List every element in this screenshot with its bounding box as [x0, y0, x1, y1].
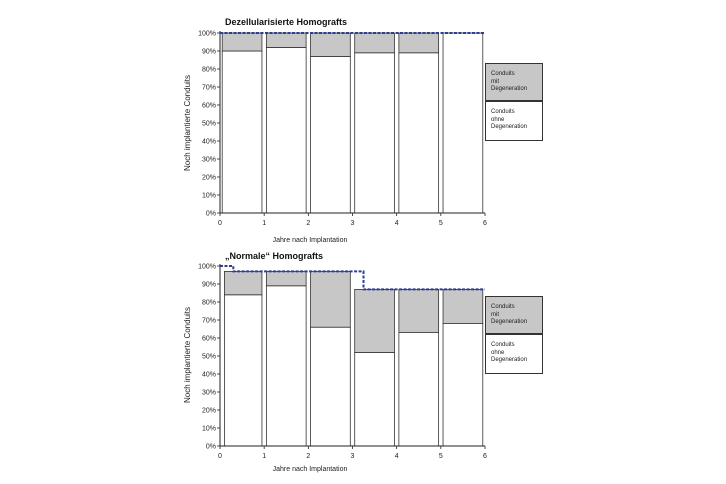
legend-text: Conduits [491, 304, 515, 310]
legend-text: Conduits [491, 71, 515, 77]
bar-ohne-degeneration [355, 53, 395, 213]
legend-text: Degeneration [491, 319, 528, 325]
x-axis-label: Jahre nach Implantation [272, 466, 348, 473]
y-tick-label: 90% [201, 48, 216, 56]
bar-mit-degeneration [266, 271, 306, 285]
plot-area [198, 31, 487, 228]
legend-text: ohne [491, 349, 505, 356]
plot-area [198, 264, 487, 461]
bar-ohne-degeneration [399, 333, 439, 446]
legend-text: Degeneration [491, 124, 528, 130]
y-tick-label: 80% [201, 66, 216, 74]
bar-mit-degeneration [355, 33, 395, 53]
legend-text: Degeneration [491, 86, 528, 92]
y-tick-label: 30% [201, 389, 216, 397]
bar-ohne-degeneration [266, 47, 306, 213]
chart-title: Dezellularisierte Homografts [225, 17, 348, 27]
y-tick-label: 20% [201, 407, 216, 415]
chart-normale [183, 251, 487, 473]
legend-text: mit [491, 78, 499, 85]
x-tick-label: 0 [218, 453, 222, 460]
x-tick-label: 1 [262, 220, 267, 227]
y-tick-label: 30% [201, 156, 216, 164]
y-tick-label: 50% [201, 120, 216, 128]
legend-ohne-degeneration [485, 101, 543, 141]
bar-mit-degeneration [443, 289, 483, 323]
y-tick-label: 70% [201, 84, 216, 92]
bar-ohne-degeneration [311, 56, 351, 213]
x-tick-label: 4 [394, 220, 399, 227]
bar-mit-degeneration [266, 33, 306, 47]
y-tick-label: 100% [198, 30, 216, 38]
y-tick-label: 0% [205, 443, 216, 451]
y-tick-label: 80% [201, 299, 216, 307]
legend-text: mit [491, 311, 499, 318]
bar-ohne-degeneration [311, 327, 351, 446]
legend-mit-degeneration [485, 63, 543, 101]
bar-ohne-degeneration [443, 33, 483, 213]
bar-mit-degeneration [355, 289, 395, 352]
legend-text: Degeneration [491, 357, 528, 363]
bar-ohne-degeneration [266, 286, 306, 446]
legend-ohne-degeneration [485, 334, 543, 374]
x-axis-label: Jahre nach Implantation [272, 237, 348, 244]
y-tick-label: 10% [201, 192, 216, 200]
y-tick-label: 100% [198, 263, 216, 271]
x-tick-label: 0 [218, 220, 222, 227]
bar-mit-degeneration [399, 289, 439, 332]
y-tick-label: 40% [201, 371, 216, 379]
legend-text: ohne [491, 116, 505, 123]
x-tick-label: 2 [306, 220, 311, 227]
bar-ohne-degeneration [224, 295, 262, 446]
y-tick-label: 0% [205, 210, 216, 218]
x-tick-label: 2 [306, 453, 311, 460]
y-axis-label: Noch implantierte Conduits [183, 306, 192, 404]
y-tick-label: 90% [201, 281, 216, 289]
chart-dezellularisierte [183, 17, 487, 244]
bar-ohne-degeneration [443, 324, 483, 446]
bar-ohne-degeneration [222, 51, 262, 213]
bar-mit-degeneration [224, 271, 262, 294]
y-tick-label: 40% [201, 138, 216, 146]
bar-mit-degeneration [311, 271, 351, 327]
bar-mit-degeneration [399, 33, 439, 53]
x-tick-label: 3 [350, 453, 355, 460]
legend-text: Conduits [491, 342, 515, 348]
bar-mit-degeneration [311, 33, 351, 56]
x-tick-label: 5 [438, 453, 443, 460]
x-tick-label: 1 [262, 453, 267, 460]
chart-title: „Normale“ Homografts [225, 251, 324, 261]
legend-mit-degeneration [485, 296, 543, 334]
bar-mit-degeneration [222, 33, 262, 51]
x-tick-label: 4 [394, 453, 399, 460]
x-tick-label: 6 [483, 453, 487, 460]
y-tick-label: 70% [201, 317, 216, 325]
x-tick-label: 6 [483, 220, 487, 227]
y-tick-label: 60% [201, 335, 216, 343]
x-tick-label: 3 [350, 220, 355, 227]
legend-text: Conduits [491, 109, 515, 115]
bar-ohne-degeneration [355, 352, 395, 446]
x-tick-label: 5 [438, 220, 443, 227]
y-tick-label: 60% [201, 102, 216, 110]
y-axis-label: Noch implantierte Conduits [183, 74, 192, 172]
y-tick-label: 20% [201, 174, 216, 182]
bar-ohne-degeneration [399, 53, 439, 213]
y-tick-label: 50% [201, 353, 216, 361]
y-tick-label: 10% [201, 425, 216, 433]
